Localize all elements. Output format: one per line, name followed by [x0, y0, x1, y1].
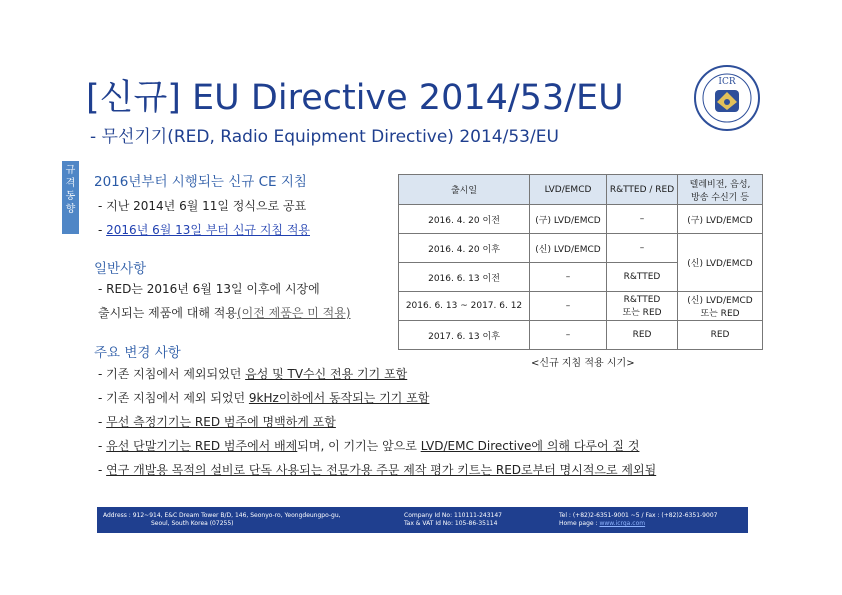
- list-item: [98, 365, 407, 382]
- section-heading-1: 2016년부터 시행되는 신규 CE 지침: [94, 174, 307, 190]
- table-cell: 2016. 4. 20 이후: [399, 234, 530, 263]
- list-item: [98, 221, 310, 238]
- table-row: [399, 234, 763, 263]
- table-cell: (신) LVD/EMCD 또는 RED: [678, 292, 763, 321]
- section-heading-2: 일반사항: [94, 261, 147, 277]
- table-caption: <신규 지침 적용 시기>: [531, 358, 635, 369]
- table-header-row: [399, 175, 763, 205]
- table-row: [399, 292, 763, 321]
- homepage-link[interactable]: www.icrqa.com: [599, 520, 646, 527]
- list-item-text: -: [98, 463, 107, 477]
- footer-text: Tel : (+82)2-6351-9001 ~5 / Fax : (+82)2-6351-9007: [559, 512, 718, 519]
- emphasis-text: 유선 단말기기는 RED 범주에서 배제: [106, 439, 298, 453]
- footer-text: Tax & VAT Id No: 105-86-35114: [404, 520, 498, 527]
- table-cell: (신) LVD/EMCD: [678, 234, 763, 292]
- emphasis-text: 음성 및 TV수신 전용 기기 포함: [245, 367, 408, 381]
- footer-text: Home page :: [559, 520, 598, 527]
- emphasis-text: 연구 개발용 목적의 설비로 단독 사용되는 전문가용 주문 제작 평가 키트는 RED로부터 명시적으로 제외됨: [106, 463, 657, 477]
- table-cell: –: [530, 263, 607, 292]
- table-row: [399, 321, 763, 350]
- footer-text: Address : 912~914, E&C Dream Tower B/D, 146, Seonyo-ro, Yeongdeungpo-gu,: [103, 512, 341, 519]
- list-item-text: -: [98, 439, 107, 453]
- list-item-text: 되며, 이 기기는 앞으로: [297, 439, 421, 453]
- list-item-text: - RED는 2016년 6월 13일 이후에 시장에: [98, 282, 320, 296]
- table-cell: (신) LVD/EMCD: [530, 234, 607, 263]
- footer-company: [404, 512, 502, 528]
- emphasis-text: 9kHz이하에서 동작되는 기기 포함: [248, 391, 430, 405]
- side-tab-char: 향: [65, 204, 76, 215]
- footer-bar: [97, 507, 748, 533]
- list-item: [98, 304, 351, 321]
- emphasis-text: LVD/EMC Directive에 의해 다루어 질 것: [420, 439, 640, 453]
- side-tab-char: 규: [65, 165, 76, 176]
- svg-text:ICR: ICR: [718, 77, 736, 87]
- table-header-cell: 텔레비전, 음성, 방송 수신기 등: [678, 175, 763, 205]
- list-item: [98, 280, 320, 297]
- side-tab-char: 격: [65, 178, 76, 189]
- emphasis-text: 무선 측정기기는 RED 범주에 명백하게 포함: [106, 415, 336, 429]
- table-header-cell: 출시일: [399, 175, 530, 205]
- directive-timeline-table: [398, 174, 763, 350]
- list-item-text: -: [98, 415, 107, 429]
- side-tab: [62, 161, 79, 234]
- list-item: [98, 413, 336, 430]
- list-item-text: - 기존 지침에서 제외 되었던: [98, 391, 249, 405]
- list-item-text: 출시되는 제품에 대해 적용: [98, 306, 237, 320]
- table-cell: –: [607, 205, 678, 234]
- table-cell: (구) LVD/EMCD: [530, 205, 607, 234]
- list-item-text: -: [98, 223, 107, 237]
- table-cell: 2017. 6. 13 이후: [399, 321, 530, 350]
- table-cell: (구) LVD/EMCD: [678, 205, 763, 234]
- table-cell: –: [530, 321, 607, 350]
- list-item-text: - 기존 지침에서 제외되었던: [98, 367, 246, 381]
- table-cell: 2016. 6. 13 ~ 2017. 6. 12: [399, 292, 530, 321]
- icr-logo: [693, 64, 761, 132]
- page-title: [신규] EU Directive 2014/53/EU: [86, 78, 624, 118]
- page-subtitle: - 무선기기(RED, Radio Equipment Directive) 2014/53/EU: [90, 127, 559, 147]
- footer-contact: [559, 512, 717, 528]
- table-cell: RED: [607, 321, 678, 350]
- table-cell: 2016. 6. 13 이전: [399, 263, 530, 292]
- highlight-text: 2016년 6월 13일 부터 신규 지침 적용: [106, 223, 310, 237]
- list-item: [98, 437, 639, 454]
- table-header-cell: R&TTED / RED: [607, 175, 678, 205]
- table-cell: RED: [678, 321, 763, 350]
- table-cell: R&TTED: [607, 263, 678, 292]
- list-item: [98, 389, 429, 406]
- table-cell: –: [607, 234, 678, 263]
- table-row: [399, 205, 763, 234]
- note-text: (이전 제품은 미 적용): [236, 306, 351, 320]
- side-tab-char: 동: [65, 191, 76, 202]
- table-header-cell: LVD/EMCD: [530, 175, 607, 205]
- footer-text: Seoul, South Korea (07255): [151, 520, 234, 527]
- table-cell: –: [530, 292, 607, 321]
- table-cell: 2016. 4. 20 이전: [399, 205, 530, 234]
- table-cell: R&TTED 또는 RED: [607, 292, 678, 321]
- list-item: [98, 197, 306, 214]
- list-item: [98, 461, 656, 478]
- list-item-text: - 지난 2014년 6월 11일 정식으로 공표: [98, 199, 307, 213]
- footer-text: Company Id No: 110111-243147: [404, 512, 502, 519]
- section-heading-3: 주요 변경 사항: [94, 345, 181, 361]
- footer-address: [103, 512, 341, 528]
